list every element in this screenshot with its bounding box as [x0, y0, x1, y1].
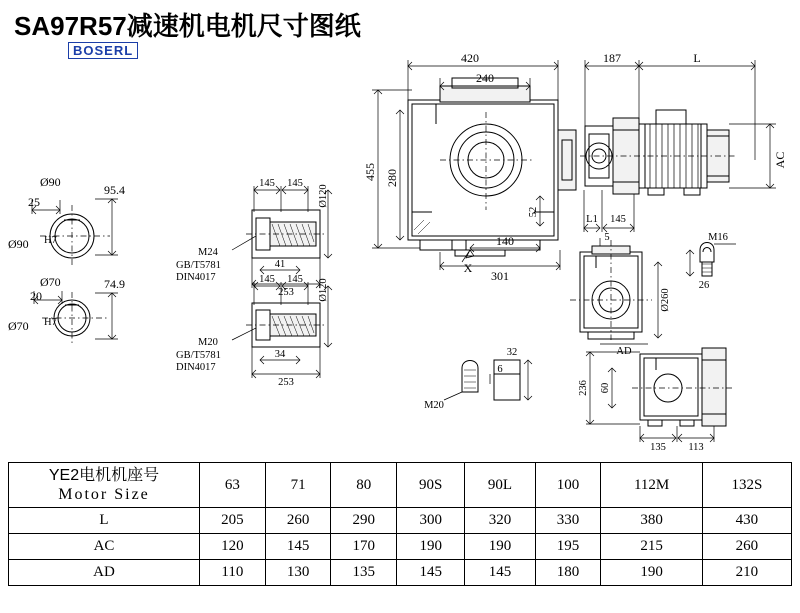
dim-d90-label: Ø90: [40, 175, 61, 189]
cell-AD-1: 130: [265, 560, 331, 586]
dim-113-label: 113: [688, 442, 704, 453]
dim-d70h7-label: Ø70: [8, 319, 29, 333]
dim-34-label: 34: [274, 349, 286, 360]
table-header-label-en: Motor Size: [58, 486, 150, 503]
flange-motor-view: [586, 348, 732, 442]
cell-L-3: 300: [397, 508, 465, 534]
dim-240-label: 240: [476, 71, 494, 85]
motor-size-table: [8, 462, 792, 586]
dim-236-label: 236: [578, 380, 589, 396]
cell-AC-3: 190: [397, 534, 465, 560]
dim-X-label: X: [463, 261, 473, 275]
motor-assembly-view: [580, 110, 736, 195]
cell-AD-6: 190: [601, 560, 702, 586]
dim-d70-label: Ø70: [40, 275, 61, 289]
cell-L-7: 430: [702, 508, 791, 534]
cell-AD-4: 145: [465, 560, 535, 586]
table-row: [9, 534, 792, 560]
dim-52-label: 52: [528, 206, 539, 218]
dim-d90h7-sup: H7: [44, 235, 57, 246]
table-header-label-cn: YE2电机机座号: [48, 467, 160, 484]
dim-145r-label: 145: [610, 214, 626, 225]
dim-d70h7-sup: H7: [44, 317, 57, 328]
row-label-L: L: [9, 508, 200, 534]
dim-32-label: 32: [506, 347, 518, 358]
dim-145a-label: 145: [259, 178, 275, 189]
dim-20-label: 20: [30, 289, 42, 303]
cell-L-1: 260: [265, 508, 331, 534]
cell-AC-2: 170: [331, 534, 397, 560]
dim-L1-label: L1: [586, 214, 598, 225]
dim-145c-label: 145: [259, 274, 275, 285]
dim-d120a-label: Ø120: [318, 184, 329, 208]
cell-L-0: 205: [200, 508, 266, 534]
dim-gbt5781b-label: GB/T5781: [176, 350, 221, 361]
table-header-row: [9, 463, 792, 508]
table-col-4: 90L: [465, 463, 535, 508]
dim-M24-label: M24: [198, 247, 218, 258]
dim-5-label: 5: [604, 232, 610, 243]
cell-AC-7: 260: [702, 534, 791, 560]
dim-749-label: 74.9: [104, 277, 125, 291]
dim-M20-label: M20: [198, 337, 218, 348]
gearbox-main-view: [408, 78, 576, 256]
cell-AC-0: 120: [200, 534, 266, 560]
dim-455-label: 455: [363, 163, 377, 181]
cell-AD-5: 180: [535, 560, 601, 586]
dim-187-label: 187: [603, 51, 621, 65]
brand-logo: BOSERL: [68, 42, 138, 59]
dim-AC-label: AC: [773, 151, 787, 169]
cell-L-2: 290: [331, 508, 397, 534]
table-col-5: 100: [535, 463, 601, 508]
table-col-6: 112M: [601, 463, 702, 508]
table-col-0: 63: [200, 463, 266, 508]
dim-253b-label: 253: [278, 377, 294, 388]
table-row: [9, 560, 792, 586]
cell-AC-4: 190: [465, 534, 535, 560]
dim-din4017b-label: DIN4017: [176, 362, 216, 373]
dim-25-label: 25: [28, 195, 40, 209]
cell-AC-1: 145: [265, 534, 331, 560]
table-col-7: 132S: [702, 463, 791, 508]
cell-AD-7: 210: [702, 560, 791, 586]
table-header-label: [9, 463, 200, 508]
cell-AD-0: 110: [200, 560, 266, 586]
cell-L-4: 320: [465, 508, 535, 534]
dim-145d-label: 145: [287, 274, 303, 285]
dim-301-label: 301: [491, 269, 509, 283]
dim-420-label: 420: [461, 51, 479, 65]
dim-140-label: 140: [496, 234, 514, 248]
page-title: SA97R57减速机电机尺寸图纸: [14, 11, 361, 41]
table-col-3: 90S: [397, 463, 465, 508]
table-col-1: 71: [265, 463, 331, 508]
bolt-detail-m24: [232, 186, 332, 288]
dim-135-label: 135: [650, 442, 666, 453]
dim-60-label: 60: [600, 382, 611, 394]
dim-260-label: Ø260: [660, 288, 671, 312]
cell-AC-6: 215: [601, 534, 702, 560]
table-col-2: 80: [331, 463, 397, 508]
cell-AD-3: 145: [397, 560, 465, 586]
dim-26-label: 26: [698, 280, 710, 291]
dim-6-label: 6: [497, 364, 503, 375]
dim-d90h7-label: Ø90: [8, 237, 29, 251]
cell-AC-5: 195: [535, 534, 601, 560]
dim-din4017a-label: DIN4017: [176, 272, 216, 283]
dim-gbt5781a-label: GB/T5781: [176, 260, 221, 271]
keyway-detail: [444, 360, 532, 400]
cell-AD-2: 135: [331, 560, 397, 586]
dim-145b-label: 145: [287, 178, 303, 189]
gearbox-side-view: [570, 240, 662, 344]
dim-M20b-label: M20: [424, 400, 444, 411]
cell-L-5: 330: [535, 508, 601, 534]
dim-954-label: 95.4: [104, 183, 125, 197]
eyebolt-detail-m16: [686, 243, 736, 277]
dim-41-label: 41: [274, 259, 286, 270]
row-label-AC: AC: [9, 534, 200, 560]
row-label-AD: AD: [9, 560, 200, 586]
dim-280-label: 280: [385, 169, 399, 187]
dim-AD-label: AD: [616, 346, 632, 357]
dim-L-label: L: [693, 51, 701, 65]
shaft-view-90: [32, 199, 118, 268]
dim-253a-label: 253: [278, 287, 294, 298]
dim-M16-label: M16: [708, 232, 728, 243]
cell-L-6: 380: [601, 508, 702, 534]
dim-d120b-label: Ø120: [318, 278, 329, 302]
table-row: [9, 508, 792, 534]
